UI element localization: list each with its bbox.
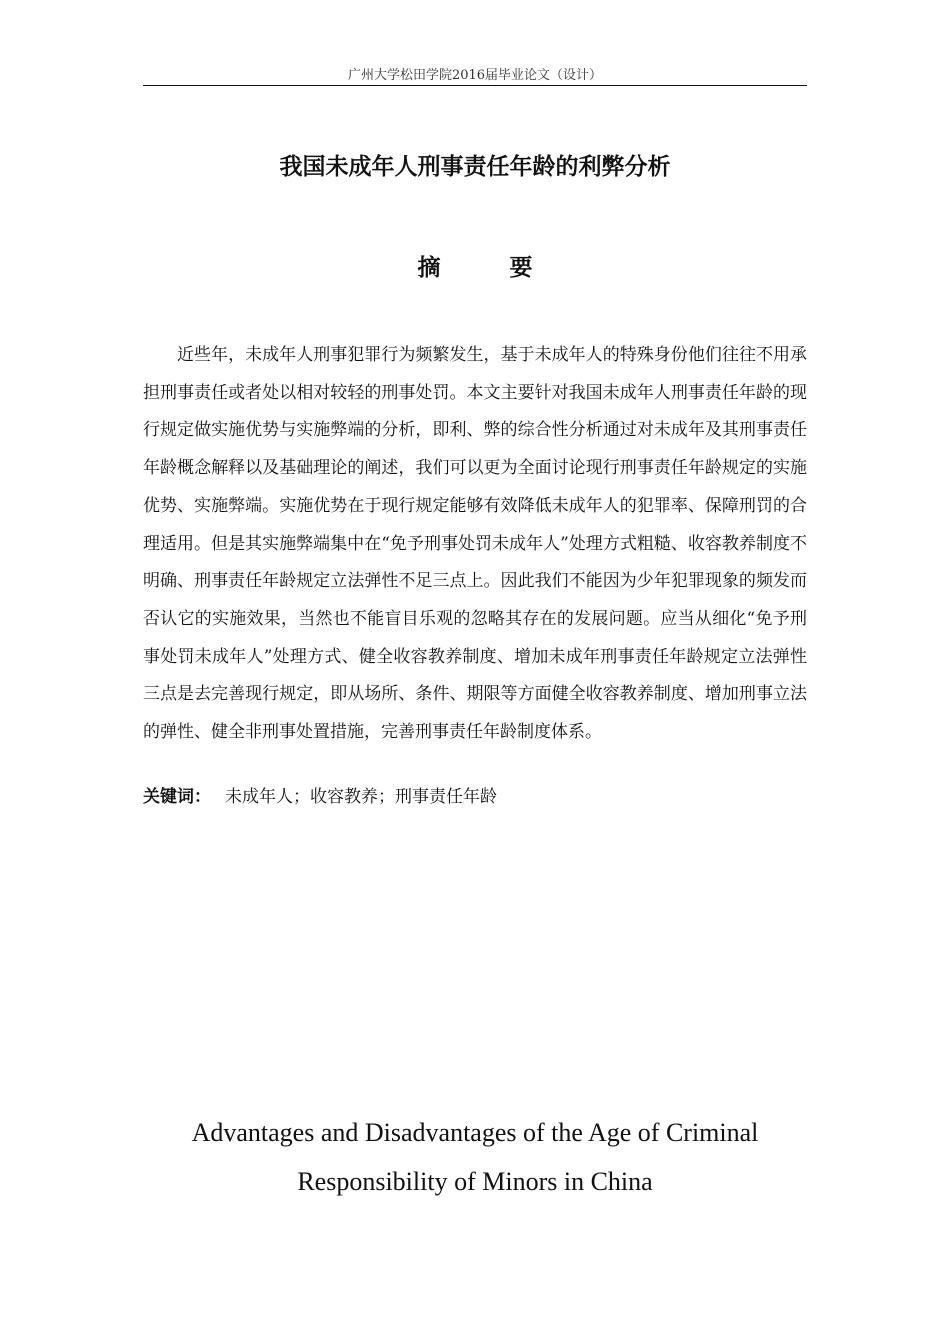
english-title bbox=[143, 1108, 807, 1206]
running-header: 广州大学松田学院2016届毕业论文（设计） bbox=[347, 68, 603, 83]
keywords bbox=[143, 781, 807, 813]
english-title-line-1: Advantages and Disadvantages of the Age of Criminal bbox=[191, 1118, 759, 1147]
abstract-heading: 摘 要 bbox=[417, 255, 556, 281]
keywords-value: 未成年人；收容教养；刑事责任年龄 bbox=[225, 787, 497, 807]
chinese-title: 我国未成年人刑事责任年龄的利弊分析 bbox=[279, 154, 671, 180]
abstract-body: 近些年，未成年人刑事犯罪行为频繁发生，基于未成年人的特殊身份他们往往不用承担刑事责任或者处以相对较轻的刑事处罚。本文主要针对我国未成年人刑事责任年龄的现行规定做实施优势与实施弊端的分析，即利、弊的综合性分析通过对未成年及其刑事责任年龄概念解释以及基础理论的阐述，我们可以更为全面讨论现行刑事责任年龄规定的实施优势、实施弊端。实施优势在于现行规定能够有效降低未成年人的犯罪率、保障刑罚的合理适用。但是其实施弊端集中在“免予刑事处罚未成年人”处理方式粗糙、收容教养制度不明确、刑事责任年龄规定立法弹性不足三点上。因此我们不能因为少年犯罪现象的频发而否认它的实施效果，当然也不能盲目乐观的忽略其存在的发展问题。应当从细化“免予刑事处罚未成年人”处理方式、健全收容教养制度、增加未成年刑事责任年龄规定立法弹性三点是去完善现行规定，即从场所、条件、期限等方面健全收容教养制度、增加刑事立法的弹性、健全非刑事处置措施，完善刑事责任年龄制度体系。 bbox=[143, 345, 807, 743]
header-rule bbox=[143, 85, 807, 86]
keywords-label: 关键词： bbox=[143, 787, 211, 807]
english-title-line-2: Responsibility of Minors in China bbox=[297, 1167, 653, 1196]
